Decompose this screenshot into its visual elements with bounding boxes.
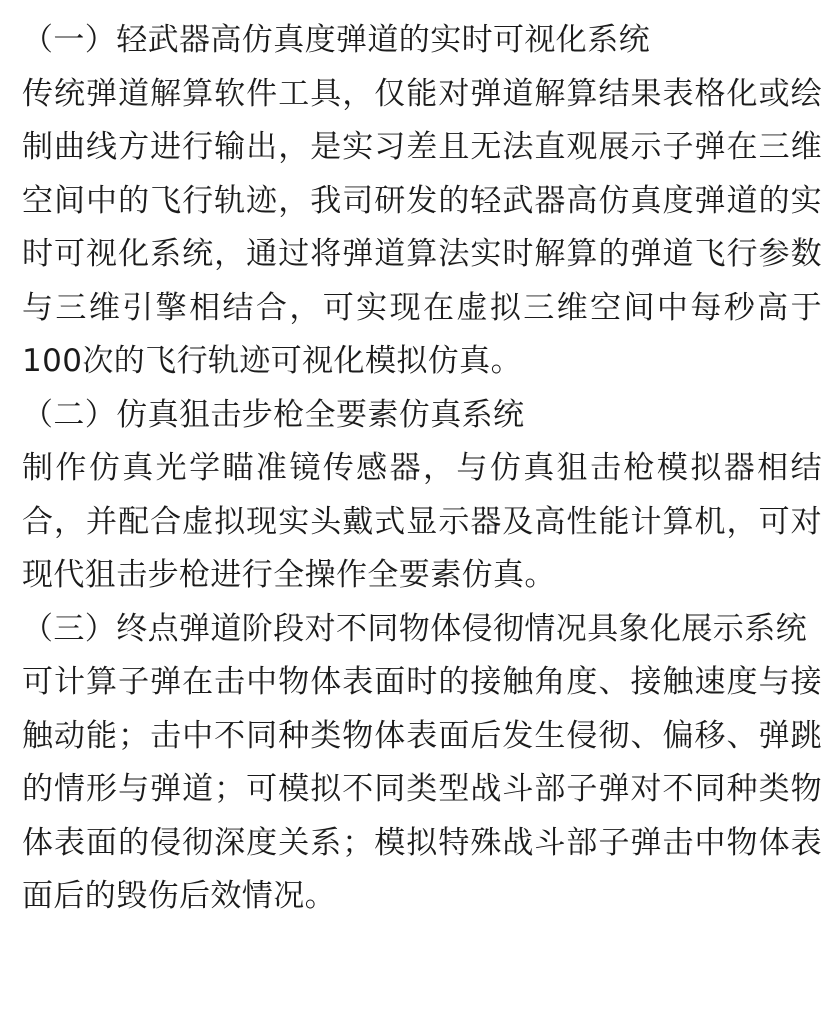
- section-heading: （三）终点弹道阶段对不同物体侵彻情况具象化展示系统: [22, 610, 807, 647]
- section-body: 传统弹道解算软件工具，仅能对弹道解算结果表格化或绘制曲线方进行输出，是实习差且无法直观展示子弹在三维空间中的飞行轨迹，我司研发的轻武器高仿真度弹道的实时可视化系统，通过将弹道算法实时解算的弹道飞行参数与三维引擎相结合，可实现在虚拟三维空间中每秒高于100次的飞行轨迹可视化模拟仿真。: [22, 75, 822, 379]
- section-heading: （一）轻武器高仿真度弹道的实时可视化系统: [22, 22, 650, 58]
- section-sniper-rifle-simulation: [22, 389, 822, 603]
- section-terminal-ballistics-display: [22, 603, 822, 924]
- section-body: 制作仿真光学瞄准镜传感器，与仿真狙击枪模拟器相结合，并配合虚拟现实头戴式显示器及高性能计算机，可对现代狙击步枪进行全操作全要素仿真。: [22, 450, 822, 593]
- section-body: 可计算子弹在击中物体表面时的接触角度、接触速度与接触动能；击中不同种类物体表面后发生侵彻、偏移、弹跳的情形与弹道；可模拟不同类型战斗部子弹对不同种类物体表面的侵彻深度关系；模拟特殊战斗部子弹击中物体表面后的毁伤后效情况。: [22, 664, 822, 914]
- section-heading: （二）仿真狙击步枪全要素仿真系统: [22, 396, 525, 433]
- section-ballistics-visualization: [22, 14, 822, 389]
